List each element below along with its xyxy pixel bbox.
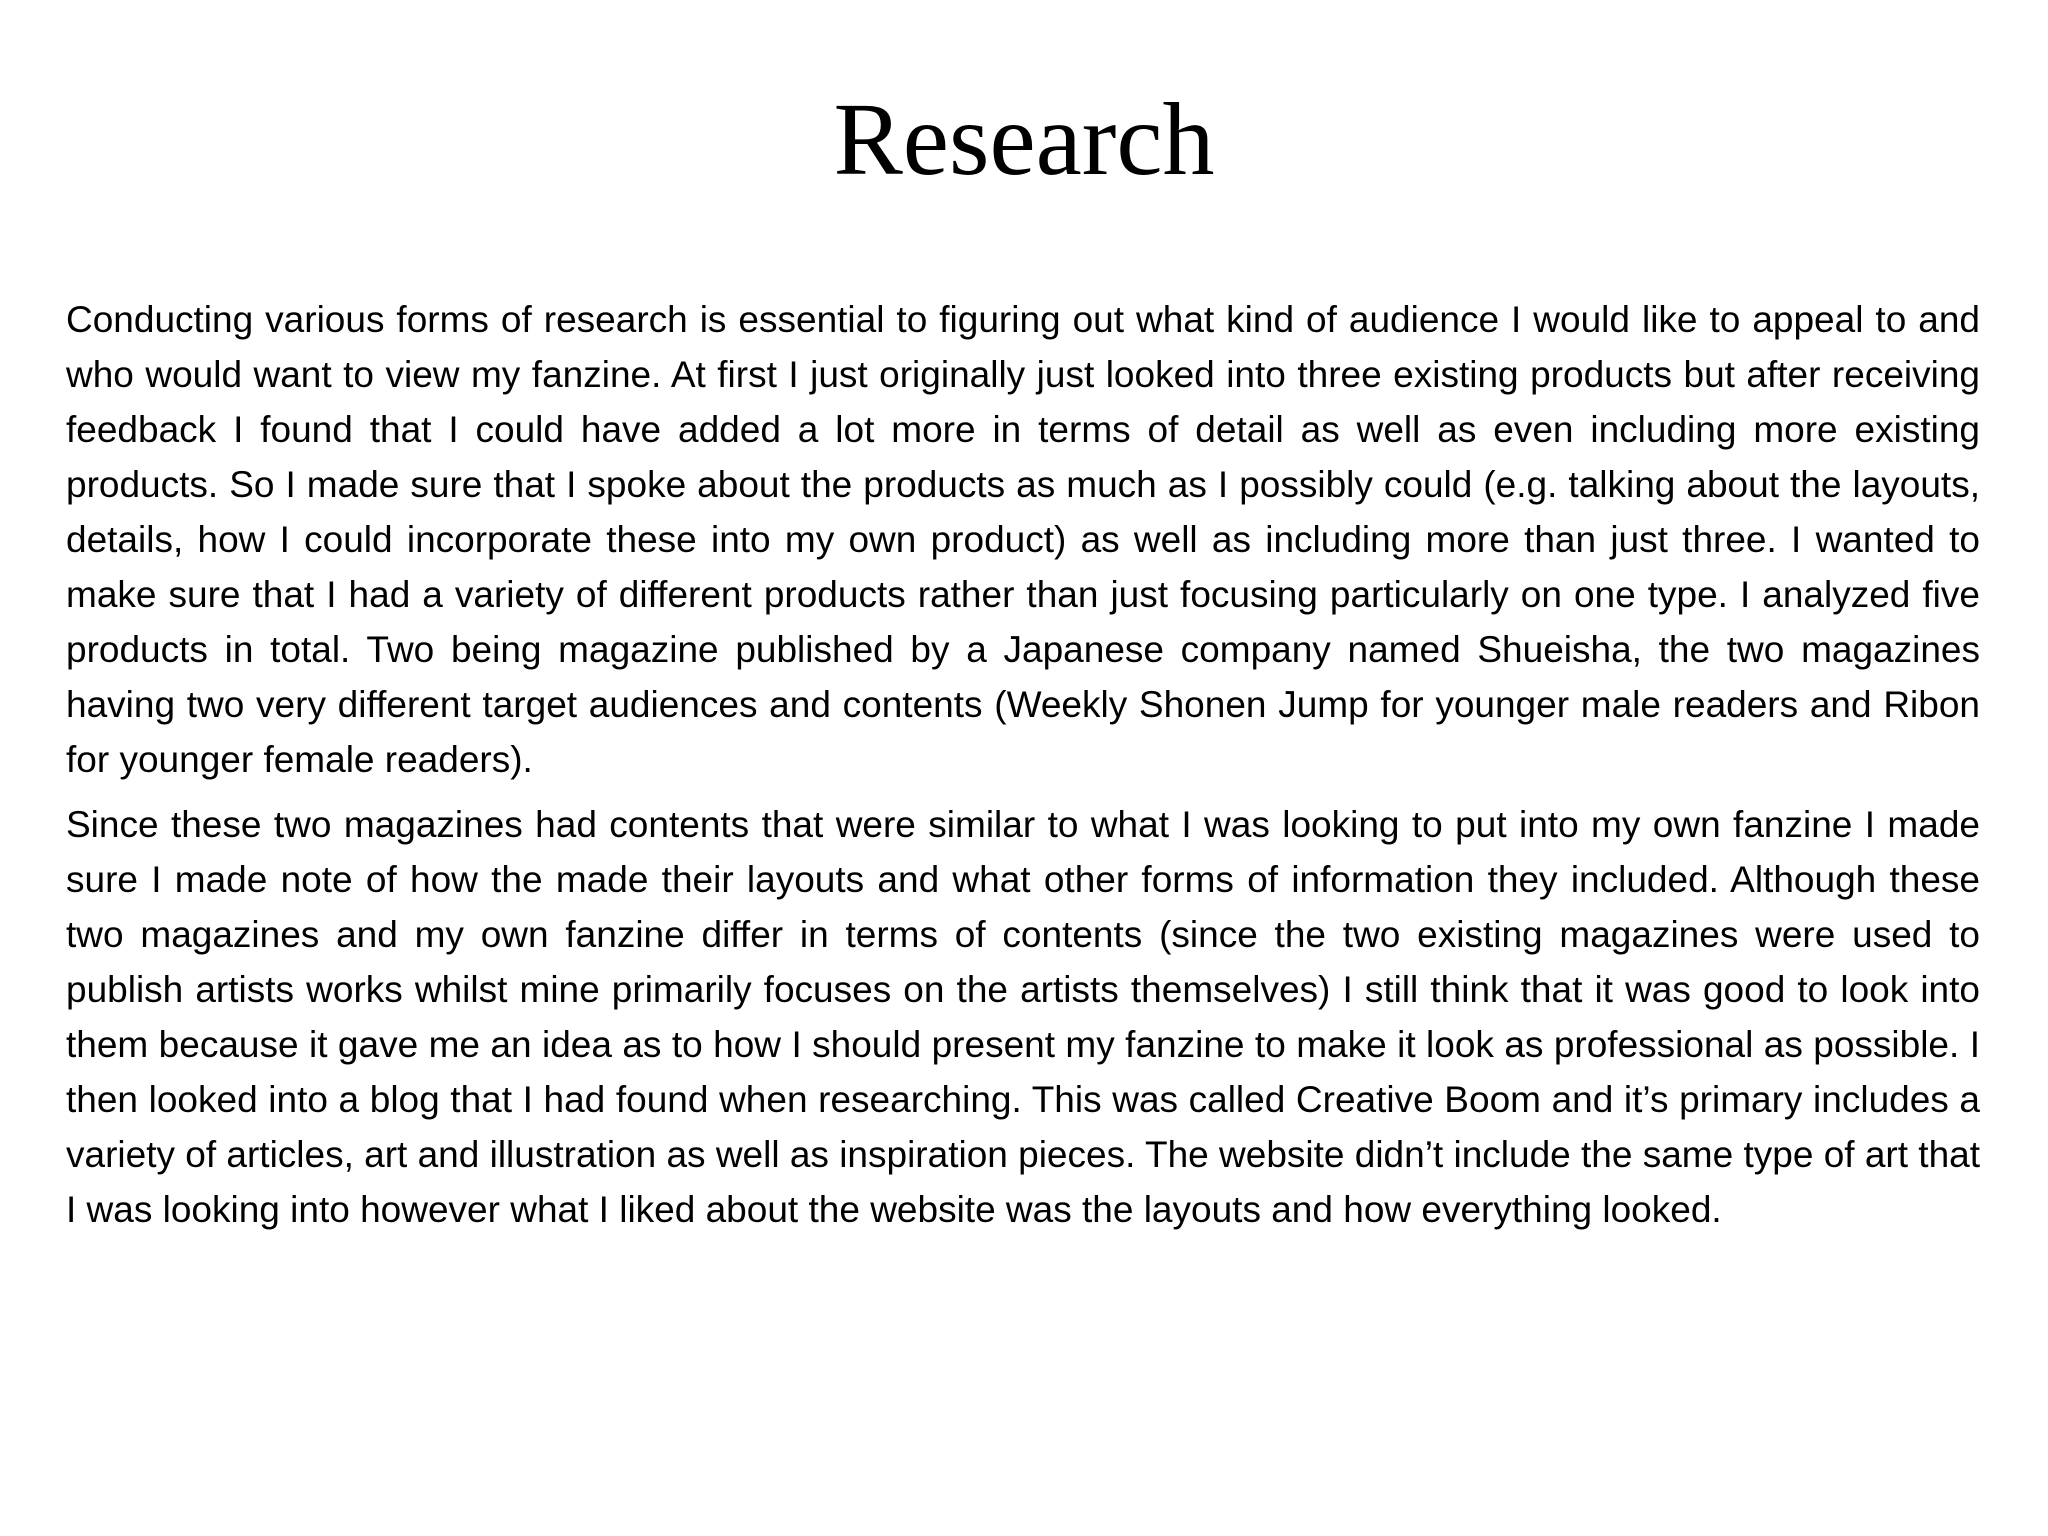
paragraph-2: Since these two magazines had contents that were similar to what I was looking to put into my own fanzine I made sure I made note of how the made their layouts and what other forms of information they included. Although these two magazines and my own fanzine differ in terms of contents (since the two existing magazines were used to publish artists works whilst mine primarily focuses on the artists themselves) I still think that it was good to look into them because it gave me an idea as to how I should present my fanzine to make it look as professional as possible. I then looked into a blog that I had found when researching. This was called Creative Boom and it’s primary includes a variety of articles, art and illustration as well as inspiration pieces. The website didn’t include the same type of art that I was looking into however what I liked about the website was the layouts and how everything looked. [66,804,1981,1230]
paragraph-1: Conducting various forms of research is essential to figuring out what kind of audience I would like to appeal to and who would want to view my fanzine. At first I just originally just looked into three existing products but after receiving feedback I found that I could have added a lot more in terms of detail as well as even including more existing products. So I made sure that I spoke about the products as much as I possibly could (e.g. talking about the layouts, details, how I could incorporate these into my own product) as well as including more than just three. I wanted to make sure that I had a variety of different products rather than just focusing particularly on one type. I analyzed five products in total. Two being magazine published by a Japanese company named Shueisha, the two magazines having two very different target audiences and contents (Weekly Shonen Jump for younger male readers and Ribon for younger female readers). [66,299,1980,780]
slide-title: Research [833,82,1215,197]
slide-body [66,292,1980,1247]
